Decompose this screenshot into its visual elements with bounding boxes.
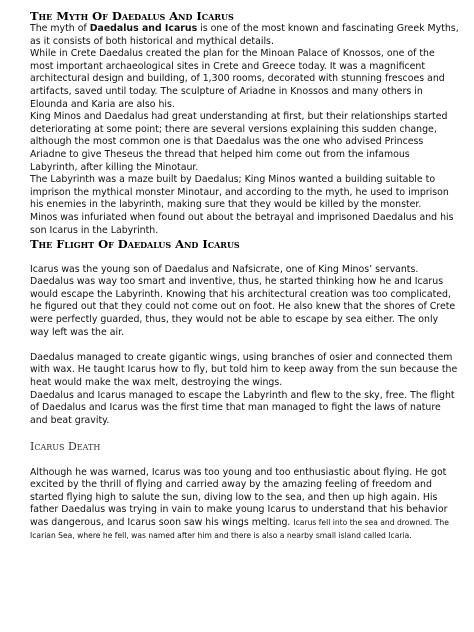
paragraph: Icarus was the young son of Daedalus and Nafsicrate, one of King Minos’ servants. Daedalus was way too smart and inventive, thus, he started thinking how he and Icarus would escape the Labyrinth. Knowing that his architectural creation was too complicated, he figured out that they could not come out on foot. He also knew that the shores of Crete were perfectly guarded, thus, they would not be able to escape by sea either. The only way left was the air. — [30, 263, 456, 338]
paragraph-spacer — [30, 339, 460, 352]
paragraph-spacer — [30, 251, 460, 264]
text-run: Although he was warned, Icarus was too young and too enthusiastic about flying. He got excited by the thrill of flying and carried away by the amazing feeling of freedom and started flying high to salute the sun, diving low to the sea, and then up high again. His father Daedalus was trying in vain to make young Icarus to understand that his behavior was dangerous, and Icarus soon saw his wings melting. — [30, 466, 448, 528]
paragraph — [30, 23, 460, 48]
paragraph: Minos was infuriated when found out about the betrayal and imprisoned Daedalus and his son Icarus in the Labyrinth. — [30, 211, 454, 236]
section-heading: Icarus Death — [30, 440, 101, 453]
paragraph-spacer — [30, 427, 460, 440]
paragraph: The Labyrinth was a maze built by Daedalus; King Minos wanted a building suitable to imprison the mythical monster Minotaur, and according to the myth, he used to imprison his enemies in the labyrinth, making sure that they would be killed by the monster. — [30, 174, 449, 211]
paragraph: While in Crete Daedalus created the plan for the Minoan Palace of Knossos, one of the most important archaeological sites in Crete and Greece today. It was a magnificent architectural design and building, of 1,300 rooms, decorated with stunning frescoes and artifacts, saved until today. The sculpture of Ariadne in Knossos and many others in Elounda and Karia are also his. — [30, 48, 445, 110]
paragraph-spacer — [30, 454, 460, 467]
text-run: is one of the most known and fascinating Greek Myths, as it consists of both historical and mythical details. — [30, 23, 459, 47]
section-heading: The Flight Of Daedalus And Icarus — [30, 237, 240, 252]
paragraph: King Minos and Daedalus had great understanding at first, but their relationships started deteriorating at some point; there are several versions explaining this sudden change, although the most common one is that Daedalus was the one who advised Princess Ariadne to give Theseus the thread that helped him come out from the infamous Labyrinth, after killing the Minotaur. — [30, 111, 448, 173]
emphasized-text: Daedalus and Icarus — [89, 23, 198, 34]
paragraph: Daedalus and Icarus managed to escape the Labyrinth and flew to the sky, free. The flight of Daedalus and Icarus was the first time that man managed to fight the laws of nature and beat gravity. — [30, 389, 455, 426]
text-run: The myth of — [30, 23, 90, 34]
small-text: Icarus fell into the sea and drowned. The Icarian Sea, where he fell, was named after him and there is also a nearby small island called Icaria. — [30, 517, 449, 540]
paragraph — [30, 467, 460, 543]
paragraph: Daedalus managed to create gigantic wings, using branches of osier and connected them with wax. He taught Icarus how to fly, but told him to keep away from the sun because the heat would make the wax melt, destroying the wings. — [30, 351, 458, 389]
section-heading: The Myth Of Daedalus And Icarus — [30, 9, 234, 23]
